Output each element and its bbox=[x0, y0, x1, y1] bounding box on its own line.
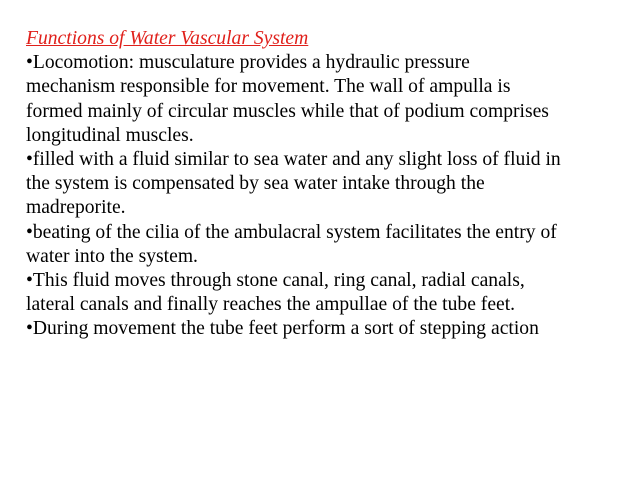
text-line: longitudinal muscles. bbox=[26, 124, 194, 146]
slide-content bbox=[26, 27, 626, 342]
text-line: lateral canals and finally reaches the ampullae of the tube feet. bbox=[26, 294, 516, 316]
text-line: •During movement the tube feet perform a sort of stepping action bbox=[26, 318, 539, 340]
text-line: •beating of the cilia of the ambulacral system facilitates the entry of bbox=[26, 221, 557, 243]
text-line: water into the system. bbox=[26, 245, 198, 267]
text-line: formed mainly of circular muscles while that of podium comprises bbox=[26, 100, 549, 122]
text-line: •Locomotion: musculature provides a hydraulic pressure bbox=[26, 52, 470, 74]
slide-title: Functions of Water Vascular System bbox=[26, 28, 309, 49]
text-line: the system is compensated by sea water intake through the bbox=[26, 173, 485, 195]
text-line: madreporite. bbox=[26, 197, 126, 219]
text-line: •filled with a fluid similar to sea water and any slight loss of fluid in bbox=[26, 149, 561, 171]
text-line: mechanism responsible for movement. The wall of ampulla is bbox=[26, 76, 511, 98]
text-line: •This fluid moves through stone canal, ring canal, radial canals, bbox=[26, 270, 525, 292]
